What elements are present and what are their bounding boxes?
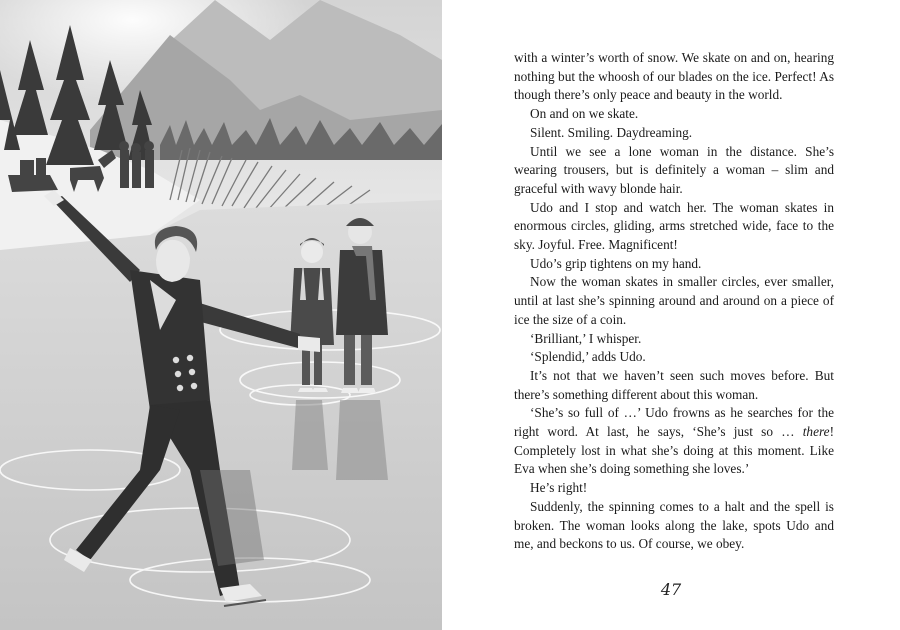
paragraph: Silent. Smiling. Daydreaming. — [530, 124, 693, 140]
paragraph: On and on we skate. — [530, 106, 639, 122]
paragraph-text: ‘She’s so full of …’ Udo frowns as he searches for the right word. At last, he says, ‘She’s just so … — [514, 405, 834, 440]
story-text — [514, 49, 834, 554]
paragraph: Until we see a lone woman in the distance. She’s wearing trousers, but is definitely a woman – slim and graceful with wavy blonde hair. — [514, 143, 834, 196]
children-reflection — [292, 400, 388, 480]
paragraph: Suddenly, the spinning comes to a halt and the spell is broken. The woman looks along the lake, spots Udo and me, and beckons to us. Of course, we obey. — [514, 498, 834, 552]
paragraph-text: ! Completely lost in what she’s doing at this moment. Like Eva when she’s doing something she loves.’ — [514, 424, 834, 477]
paragraph: Udo’s grip tightens on my hand. — [530, 255, 702, 271]
paragraph: ‘Splendid,’ adds Udo. — [530, 349, 646, 365]
paragraph: Now the woman skates in smaller circles, ever smaller, until at last she’s spinning around and around on a piece of ice the size of a coin. — [514, 274, 834, 327]
paragraph: with a winter’s worth of snow. We skate on and on, hearing nothing but the whoosh of our blades on the ice. Perfect! As though there’s only peace and beauty in the world. — [514, 50, 834, 103]
page-number: 47 — [660, 580, 682, 599]
text-page — [442, 0, 900, 630]
illustration-drawing — [0, 0, 442, 630]
emphasis-text: there — [802, 424, 830, 440]
paragraph: He’s right! — [530, 480, 588, 496]
paragraph — [514, 404, 834, 479]
skating-illustration — [0, 0, 442, 630]
paragraph: Udo and I stop and watch her. The woman skates in enormous circles, gliding, arms stretched wide, face to the sky. Joyful. Free. Magnificent! — [514, 199, 834, 253]
paragraph: ‘Brilliant,’ I whisper. — [530, 330, 642, 346]
paragraph: It’s not that we haven’t seen such moves before. But there’s something different about this woman. — [514, 367, 834, 402]
